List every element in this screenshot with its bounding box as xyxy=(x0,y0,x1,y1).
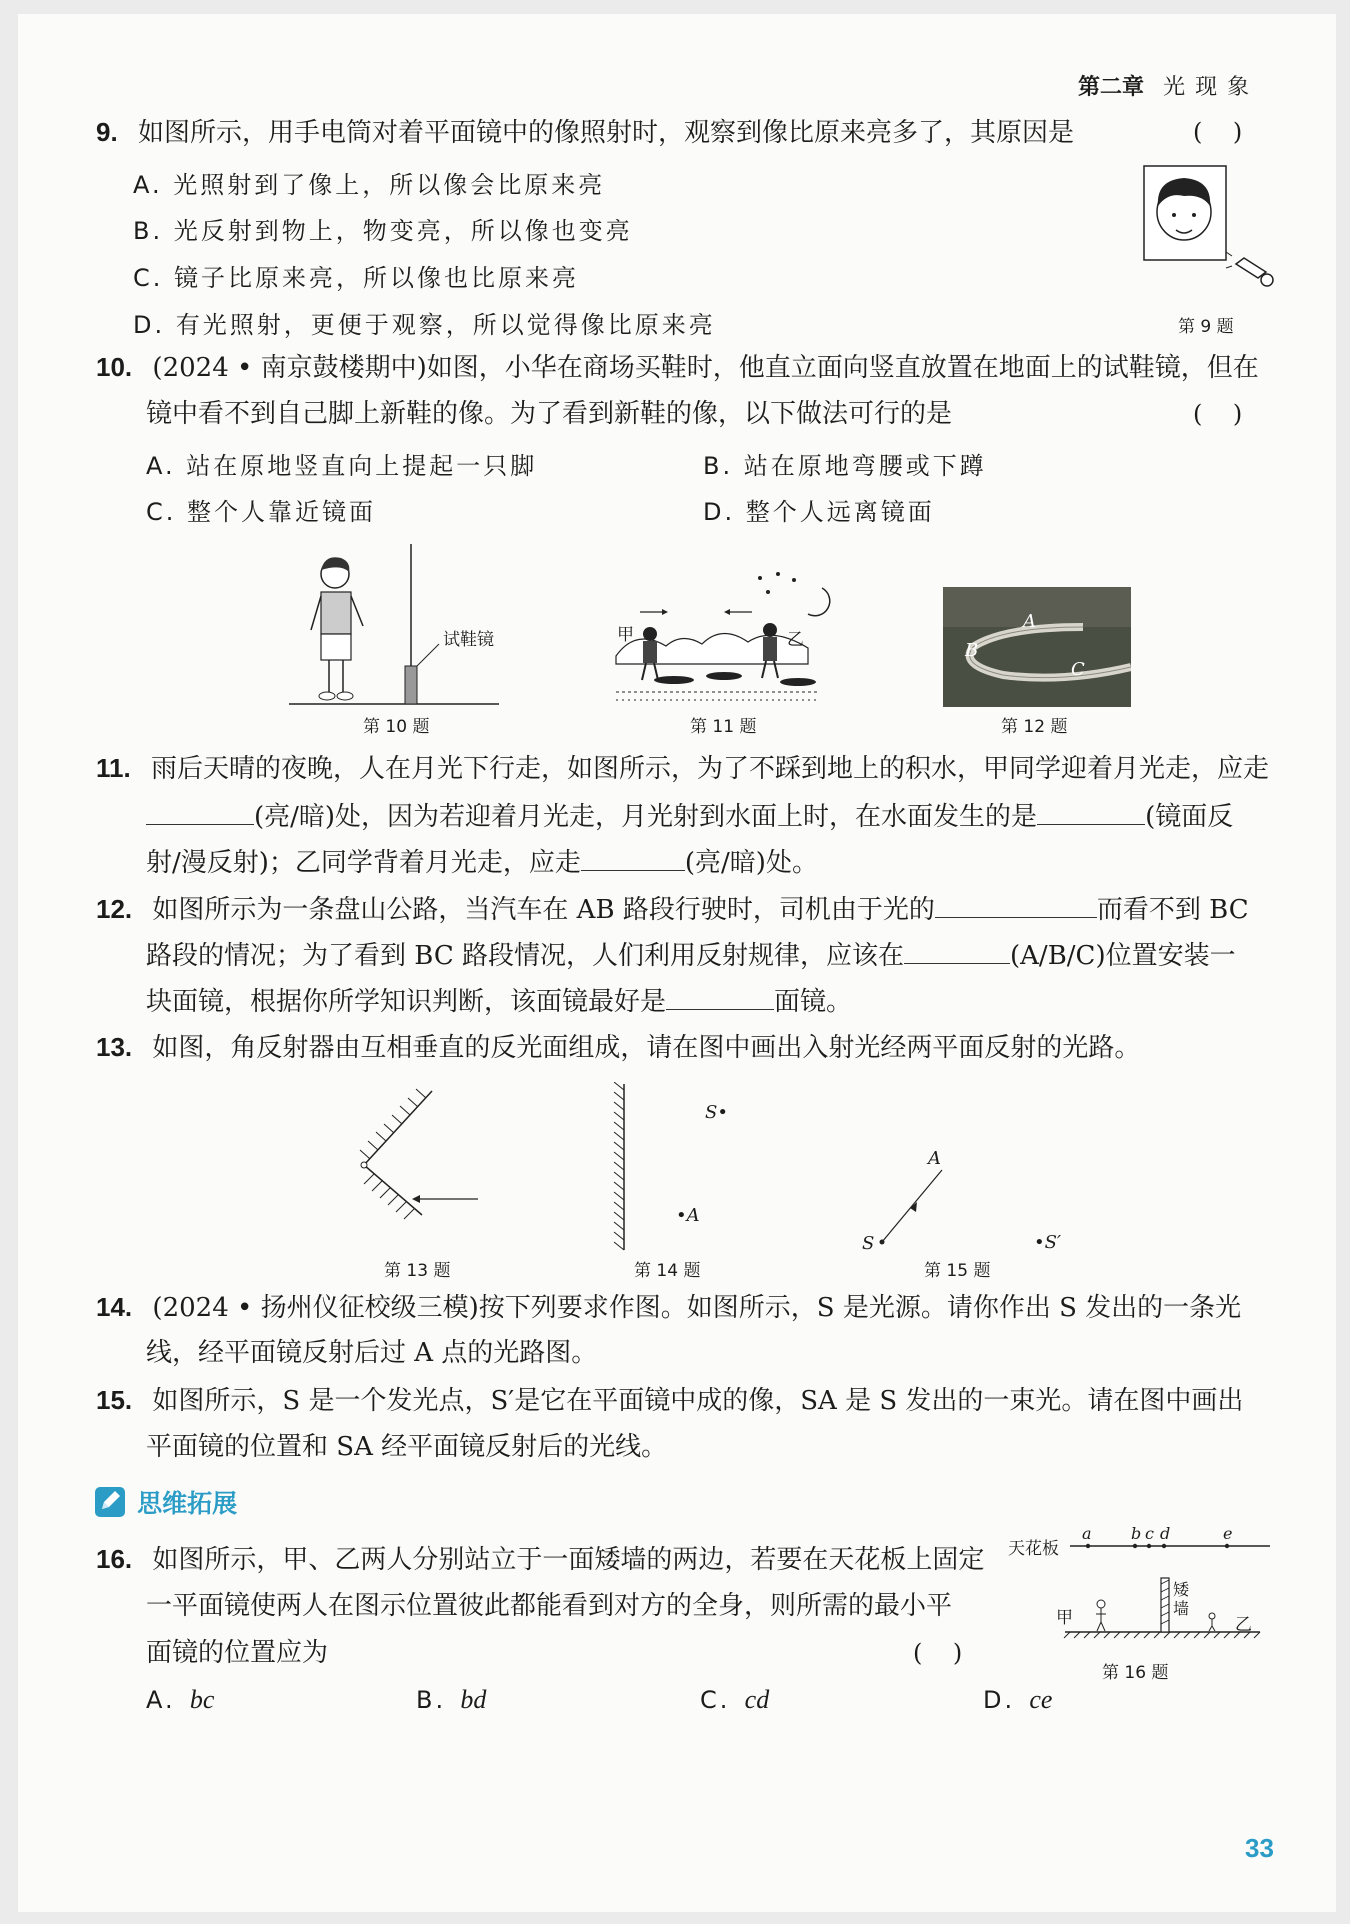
question-number: 12. xyxy=(96,894,133,924)
option-b: B. 光反射到物上，物变亮，所以像也变亮 xyxy=(133,217,633,245)
wall-label: 矮墙 xyxy=(1173,1580,1190,1618)
page-number: 33 xyxy=(1245,1833,1274,1863)
question-stem-line2: 线，经平面镜反射后过 A 点的光路图。 xyxy=(146,1338,598,1368)
label-yi: 乙 xyxy=(787,630,804,650)
point-s: S• xyxy=(705,1102,728,1123)
figure-12-caption: 第 12 题 xyxy=(1001,717,1068,737)
figure-11-caption: 第 11 题 xyxy=(690,717,757,737)
point-s: S xyxy=(862,1233,875,1254)
point-d: d xyxy=(1160,1524,1171,1543)
option-b: B. bd xyxy=(416,1685,487,1714)
point-a: A xyxy=(928,1148,941,1169)
point-s-prime: •S′ xyxy=(1034,1232,1062,1253)
fill-blank[interactable] xyxy=(146,800,254,825)
question-12: 12. 如图所示为一条盘山公路，当汽车在 AB 路段行驶时，司机由于光的 而看不到 BC xyxy=(96,894,1249,925)
shoe-mirror-label: 试鞋镜 xyxy=(443,630,494,650)
section-heading xyxy=(94,1484,237,1520)
question-number: 14. xyxy=(96,1292,133,1322)
option-a: A. 站在原地竖直向上提起一只脚 xyxy=(146,452,538,480)
option-d: D. 有光照射，更便于观察，所以觉得像比原来亮 xyxy=(133,311,716,339)
question-stem-line2: 镜中看不到自己脚上新鞋的像。为了看到新鞋的像，以下做法可行的是 xyxy=(146,399,953,429)
question-stem-line1: (2024 • 南京鼓楼期中)如图，小华在商场买鞋时，他直立面向竖直放置在地面上的试鞋镜，但在 xyxy=(152,353,1259,383)
question-number: 16. xyxy=(96,1544,133,1574)
fill-blank[interactable] xyxy=(666,985,774,1010)
fill-blank[interactable] xyxy=(935,893,1097,918)
label-a: A xyxy=(1023,611,1036,632)
point-c: c xyxy=(1145,1524,1154,1543)
question-stem-line1: 雨后天晴的夜晚，人在月光下行走，如图所示，为了不踩到地上的积水，甲同学迎着月光走，应走 xyxy=(150,754,1269,784)
figure-13 xyxy=(350,1085,490,1235)
figure-9-caption: 第 9 题 xyxy=(1178,317,1234,337)
section-title: 思维拓展 xyxy=(137,1489,238,1518)
question-stem: 如图所示，用手电筒对着平面镜中的像照射时，观察到像比原来亮多了，其原因是 xyxy=(137,118,1074,148)
figure-14-caption: 第 14 题 xyxy=(634,1261,701,1281)
question-number: 11. xyxy=(96,753,131,783)
label-c: C xyxy=(1071,659,1085,680)
figure-13-caption: 第 13 题 xyxy=(384,1261,451,1281)
figure-9 xyxy=(1140,160,1280,300)
label-yi: 乙 xyxy=(1235,1615,1252,1635)
figure-11 xyxy=(612,568,842,708)
chapter-label: 第二章 xyxy=(1078,75,1145,100)
question-13: 13. 如图，角反射器由互相垂直的反光面组成，请在图中画出入射光经两平面反射的光路。 xyxy=(96,1032,1141,1063)
point-a: •A xyxy=(676,1205,700,1226)
question-number: 13. xyxy=(96,1032,133,1062)
question-number: 15. xyxy=(96,1385,133,1415)
question-11 xyxy=(96,753,1269,784)
question-14: 14. (2024 • 扬州仪征校级三模)按下列要求作图。如图所示，S 是光源。请你作出 S 发出的一条光 xyxy=(96,1292,1242,1323)
question-9 xyxy=(96,117,1074,148)
fill-blank[interactable] xyxy=(1037,800,1145,825)
figure-16-caption: 第 16 题 xyxy=(1102,1663,1169,1683)
ceiling-label: 天花板 xyxy=(1008,1539,1059,1559)
question-stem-line3: 面镜的位置应为 xyxy=(146,1638,329,1668)
question-10 xyxy=(96,352,1259,383)
question-stem-line2: 路段的情况；为了看到 BC 路段情况，人们利用反射规律，应该在 (A/B/C)位置安装一 xyxy=(146,941,1236,971)
figure-15 xyxy=(860,1150,960,1250)
chapter-topic: 光现象 xyxy=(1163,75,1260,100)
point-a: a xyxy=(1082,1524,1092,1543)
pencil-icon xyxy=(94,1486,126,1518)
answer-paren: ( ) xyxy=(913,1639,963,1667)
answer-paren: ( ) xyxy=(1193,118,1243,146)
question-stem-line3: 射/漫反射)；乙同学背着月光走，应走 (亮/暗)处。 xyxy=(146,848,818,878)
question-stem-line3: 块面镜，根据你所学知识判断，该面镜最好是 面镜。 xyxy=(146,987,853,1017)
question-stem-line2: 平面镜的位置和 SA 经平面镜反射后的光线。 xyxy=(146,1432,668,1462)
figure-10-caption: 第 10 题 xyxy=(363,717,430,737)
question-number: 9. xyxy=(96,117,118,147)
figure-15-caption: 第 15 题 xyxy=(924,1261,991,1281)
option-c: C. cd xyxy=(700,1685,770,1714)
option-a: A. bc xyxy=(146,1685,215,1714)
option-c: C. 镜子比原来亮，所以像也比原来亮 xyxy=(133,264,580,292)
option-c: C. 整个人靠近镜面 xyxy=(146,498,377,526)
question-stem-line2: 一平面镜使两人在图示位置彼此都能看到对方的全身，则所需的最小平 xyxy=(146,1591,953,1621)
label-jia: 甲 xyxy=(617,625,634,645)
figure-14 xyxy=(608,1082,668,1252)
point-e: e xyxy=(1223,1524,1233,1543)
question-16: 16. 如图所示，甲、乙两人分别站立于一面矮墙的两边，若要在天花板上固定 xyxy=(96,1544,985,1575)
option-a: A. 光照射到了像上，所以像会比原来亮 xyxy=(133,171,606,199)
question-15: 15. 如图所示，S 是一个发光点，S′是它在平面镜中成的像，SA 是 S 发出的一束光。请在图中画出 xyxy=(96,1385,1244,1416)
label-jia: 甲 xyxy=(1056,1608,1073,1628)
fill-blank[interactable] xyxy=(581,846,685,871)
question-stem-line2: (亮/暗)处，因为若迎着月光走，月光射到水面上时，在水面发生的是 (镜面反 xyxy=(146,800,1233,832)
answer-paren: ( ) xyxy=(1193,400,1243,428)
label-b: B xyxy=(965,640,979,661)
question-number: 10. xyxy=(96,352,133,382)
option-b: B. 站在原地弯腰或下蹲 xyxy=(703,452,987,480)
fill-blank[interactable] xyxy=(904,939,1010,964)
option-d: D. ce xyxy=(983,1685,1053,1714)
option-d: D. 整个人远离镜面 xyxy=(703,498,935,526)
point-b: b xyxy=(1131,1524,1142,1543)
chapter-header xyxy=(1078,70,1259,101)
